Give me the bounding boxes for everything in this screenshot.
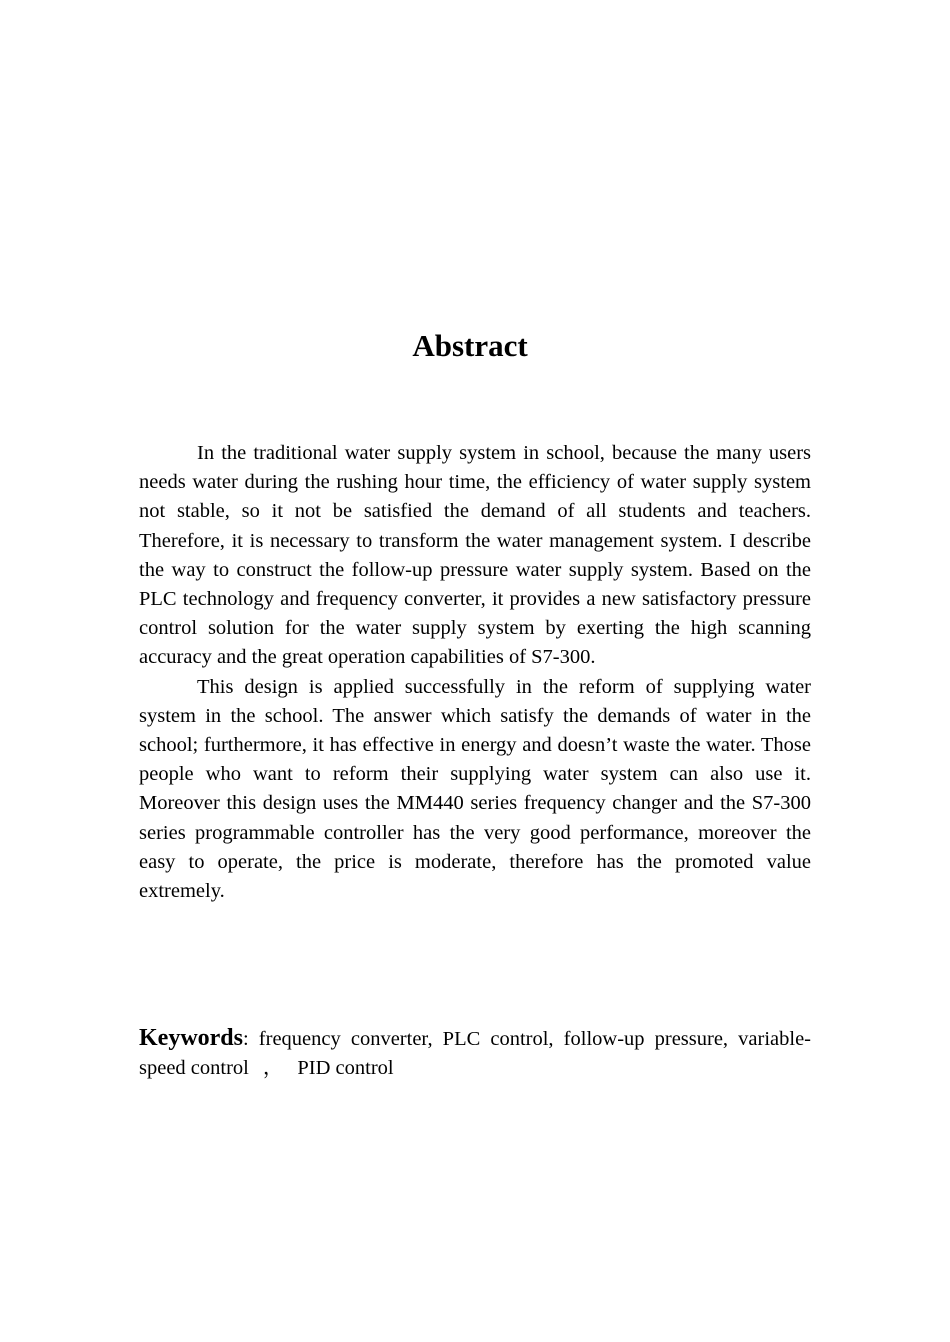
keywords-colon: : <box>243 1028 249 1050</box>
abstract-body <box>139 439 811 906</box>
keywords-label: Keywords <box>139 1025 243 1051</box>
abstract-title: Abstract <box>412 328 528 363</box>
keywords-separator: ， <box>262 1057 284 1080</box>
abstract-paragraph-2: This design is applied successfully in the reform of supplying water system in the school. The answer which satisfy the demands of water in the school; furthermore, it has effective in energy and doesn’t waste the water. Those people who want to reform their supplying water system can also use it. Moreover this design uses the MM440 series frequency changer and the S7-300 series programmable controller has the very good performance, moreover the easy to operate, the price is moderate, therefore has the promoted value extremely. <box>139 675 811 903</box>
abstract-paragraph-1: In the traditional water supply system in school, because the many users needs water during the rushing hour time, the efficiency of water supply system not stable, so it not be satisfied the demand of all students and teachers. Therefore, it is necessary to transform the water management system. I describe the way to construct the follow-up pressure water supply system. Based on the PLC technology and frequency converter, it provides a new satisfactory pressure control solution for the water supply system by exerting the high scanning accuracy and the great operation capabilities of S7-300. <box>139 442 811 669</box>
keywords-list: frequency converter, PLC control, follow-up pressure, variable-speed control <box>139 1028 811 1080</box>
keywords-line <box>139 1024 811 1083</box>
keywords-list-tail: PID control <box>297 1057 394 1080</box>
